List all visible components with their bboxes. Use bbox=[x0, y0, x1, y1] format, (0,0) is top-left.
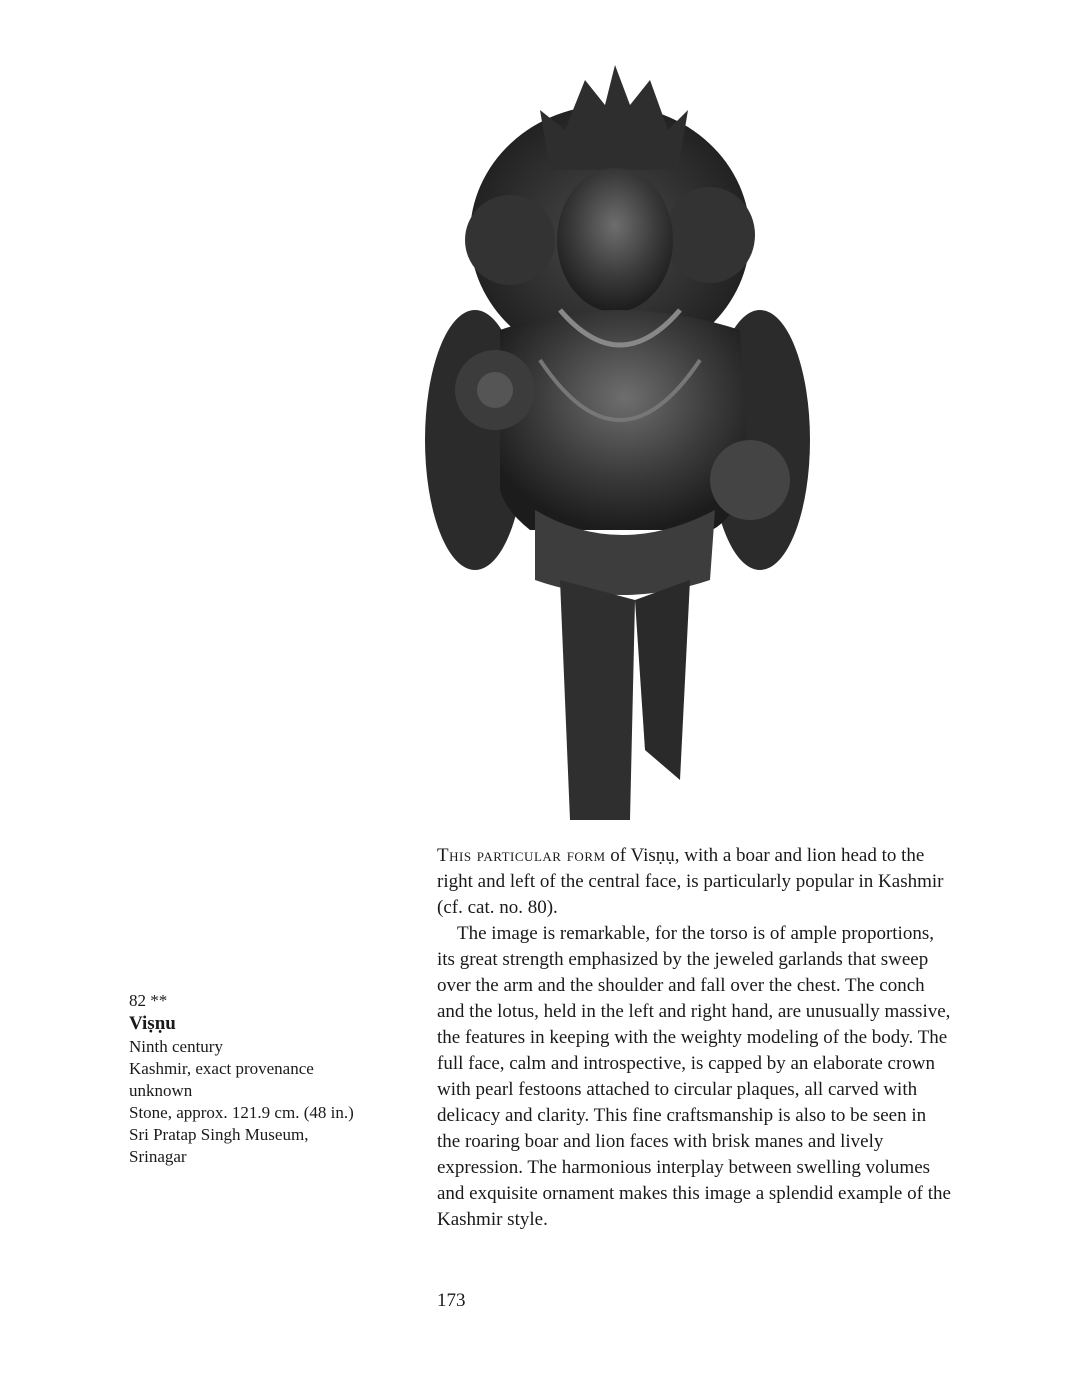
caption-provenance: Kashmir, exact provenance bbox=[129, 1059, 314, 1078]
sculpture-photo bbox=[420, 60, 820, 830]
catalog-title: Viṣṇu bbox=[129, 1013, 176, 1034]
catalog-caption bbox=[129, 990, 419, 1168]
caption-material: Stone, approx. 121.9 cm. (48 in.) bbox=[129, 1103, 354, 1122]
caption-collection: Sri Pratap Singh Museum, bbox=[129, 1125, 309, 1144]
caption-location: Srinagar bbox=[129, 1147, 187, 1166]
paragraph-2: The image is remarkable, for the torso is of ample proportions, its great strength emphasized by the jeweled garlands that sweep over the arm and the shoulder and fall over the chest. The conch and the lotus, held in the left and right hand, are unusually massive, the features in keeping with the weighty modeling of the body. The full face, calm and introspective, is capped by an elaborate crown with pearl festoons attached to circular plaques, all carved with delicacy and clarity. This fine craftsmanship is also to be seen in the roaring boar and lion faces with brisk manes and lively expression. The harmonious interplay between swelling volumes and exquisite ornament makes this image a splendid example of the Kashmir style. bbox=[437, 923, 951, 1230]
paragraph-1-text: of Visṇụ, with a boar and lion head to the right and left of the central face, is particularly popular in Kashmir (cf. cat. no. 80). bbox=[437, 845, 944, 918]
caption-provenance-cont: unknown bbox=[129, 1081, 193, 1100]
body-text bbox=[437, 843, 952, 1233]
catalog-number: 82 ** bbox=[129, 991, 168, 1010]
paragraph-1 bbox=[437, 843, 952, 921]
lead-in: This particular form bbox=[437, 845, 606, 866]
caption-date: Ninth century bbox=[129, 1037, 223, 1056]
page-number: 173 bbox=[437, 1290, 466, 1311]
